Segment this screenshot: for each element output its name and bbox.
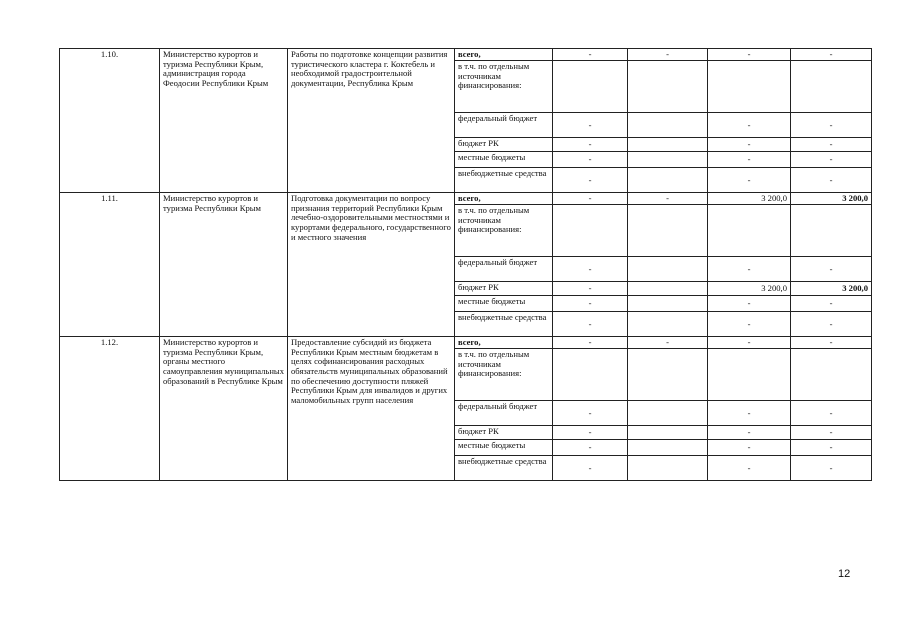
- measure-cell: Предоставление субсидий из бюджета Республики Крым местным бюджетам в целях софинансирования расходных обязательств муниципальных образований по обеспечению доступности пляжей Республики Крым для инвалидов и других маломобильных групп населения: [288, 337, 455, 481]
- source-total-label: всего,: [455, 337, 553, 349]
- measure-cell: Подготовка документации по вопросу признания территорий Республики Крым лечебно-оздоровительными местностями и курортами федерального, государственного и местного значения: [288, 193, 455, 337]
- value-cell: [708, 205, 791, 257]
- value-cell: -: [708, 113, 791, 138]
- value-cell: [553, 61, 628, 113]
- value-cell: -: [553, 312, 628, 337]
- value-cell: [708, 349, 791, 401]
- value-cell: [708, 61, 791, 113]
- value-cell: -: [553, 337, 628, 349]
- value-cell: [628, 440, 708, 456]
- value-cell: -: [791, 426, 872, 440]
- value-cell: [791, 349, 872, 401]
- value-cell: -: [708, 257, 791, 282]
- value-cell: [628, 113, 708, 138]
- value-cell: -: [791, 168, 872, 193]
- value-cell: -: [553, 401, 628, 426]
- value-cell: -: [791, 152, 872, 168]
- source-rk-label: бюджет РК: [455, 282, 553, 296]
- value-cell: -: [553, 152, 628, 168]
- value-cell: -: [791, 337, 872, 349]
- value-cell: -: [708, 401, 791, 426]
- value-cell: [628, 426, 708, 440]
- source-extra-label: внебюджетные средства: [455, 168, 553, 193]
- value-cell: [791, 205, 872, 257]
- value-cell: -: [791, 401, 872, 426]
- value-cell: -: [791, 296, 872, 312]
- value-cell: -: [553, 168, 628, 193]
- value-cell: -: [553, 426, 628, 440]
- value-cell: [628, 349, 708, 401]
- value-cell: -: [708, 337, 791, 349]
- value-cell: -: [553, 440, 628, 456]
- value-cell: -: [708, 440, 791, 456]
- source-rk-label: бюджет РК: [455, 138, 553, 152]
- source-total-label: всего,: [455, 193, 553, 205]
- executor-cell: Министерство курортов и туризма Республики Крым: [160, 193, 288, 337]
- value-cell: -: [628, 337, 708, 349]
- value-cell: [628, 312, 708, 337]
- value-cell: [553, 205, 628, 257]
- value-cell: [553, 349, 628, 401]
- value-cell: -: [708, 296, 791, 312]
- value-cell: -: [791, 440, 872, 456]
- value-cell: -: [708, 138, 791, 152]
- value-cell: -: [553, 296, 628, 312]
- executor-cell: Министерство курортов и туризма Республики Крым, органы местного самоуправления муниципальных образований в Республике Крым: [160, 337, 288, 481]
- value-cell: -: [553, 49, 628, 61]
- value-cell: [628, 205, 708, 257]
- source-rk-label: бюджет РК: [455, 426, 553, 440]
- value-cell: [628, 168, 708, 193]
- value-cell: [628, 401, 708, 426]
- table-row: [60, 193, 872, 205]
- value-cell: [628, 152, 708, 168]
- value-cell: -: [708, 49, 791, 61]
- page-number: 12: [838, 568, 851, 580]
- value-cell: -: [553, 138, 628, 152]
- value-cell: -: [791, 312, 872, 337]
- table-row: [60, 337, 872, 349]
- value-cell: 3 200,0: [791, 282, 872, 296]
- value-cell: [628, 61, 708, 113]
- value-cell: -: [791, 138, 872, 152]
- value-cell: [628, 282, 708, 296]
- value-cell: -: [708, 168, 791, 193]
- value-cell: -: [553, 257, 628, 282]
- value-cell: -: [553, 113, 628, 138]
- source-incl-label: в т.ч. по отдельным источникам финансирования:: [455, 61, 553, 113]
- executor-cell: Министерство курортов и туризма Республики Крым, администрация города Феодосии Республики Крым: [160, 49, 288, 193]
- value-cell: [628, 138, 708, 152]
- source-federal-label: федеральный бюджет: [455, 113, 553, 138]
- source-incl-label: в т.ч. по отдельным источникам финансирования:: [455, 205, 553, 257]
- value-cell: 3 200,0: [791, 193, 872, 205]
- value-cell: -: [791, 456, 872, 481]
- financing-table: [59, 48, 872, 481]
- value-cell: -: [708, 426, 791, 440]
- value-cell: [628, 296, 708, 312]
- value-cell: -: [708, 312, 791, 337]
- value-cell: -: [628, 49, 708, 61]
- source-extra-label: внебюджетные средства: [455, 456, 553, 481]
- measure-cell: Работы по подготовке концепции развития туристического кластера г. Коктебель и необходимой градостроительной документации, Республика Крым: [288, 49, 455, 193]
- value-cell: 3 200,0: [708, 193, 791, 205]
- source-incl-label: в т.ч. по отдельным источникам финансирования:: [455, 349, 553, 401]
- value-cell: -: [791, 257, 872, 282]
- source-extra-label: внебюджетные средства: [455, 312, 553, 337]
- value-cell: [628, 257, 708, 282]
- source-total-label: всего,: [455, 49, 553, 61]
- value-cell: 3 200,0: [708, 282, 791, 296]
- value-cell: -: [791, 49, 872, 61]
- table-row: [60, 49, 872, 61]
- row-number: 1.12.: [60, 337, 160, 481]
- value-cell: -: [791, 113, 872, 138]
- value-cell: -: [628, 193, 708, 205]
- source-local-label: местные бюджеты: [455, 152, 553, 168]
- source-federal-label: федеральный бюджет: [455, 401, 553, 426]
- source-local-label: местные бюджеты: [455, 296, 553, 312]
- value-cell: -: [553, 456, 628, 481]
- value-cell: -: [553, 282, 628, 296]
- source-local-label: местные бюджеты: [455, 440, 553, 456]
- value-cell: -: [708, 152, 791, 168]
- row-number: 1.11.: [60, 193, 160, 337]
- source-federal-label: федеральный бюджет: [455, 257, 553, 282]
- value-cell: -: [708, 456, 791, 481]
- value-cell: [628, 456, 708, 481]
- value-cell: [791, 61, 872, 113]
- value-cell: -: [553, 193, 628, 205]
- row-number: 1.10.: [60, 49, 160, 193]
